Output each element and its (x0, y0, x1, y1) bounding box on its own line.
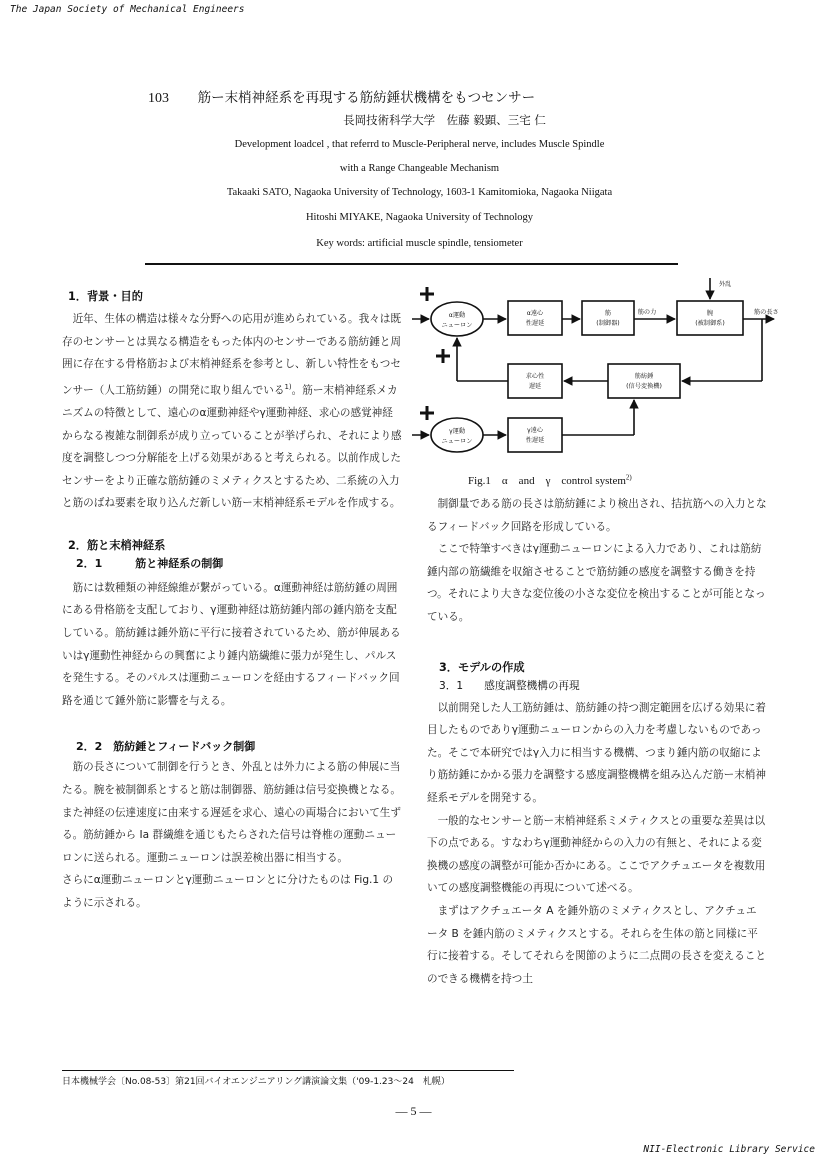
alpha-delay-label-2: 性遅延 (525, 320, 545, 327)
section-3-1-heading: 3．1 感度調整機構の再現 (439, 679, 580, 692)
left-column (62, 288, 402, 915)
section-3-heading: 3．モデルの作成 (439, 660, 525, 674)
gamma-delay-label-2: 性遅延 (525, 437, 545, 444)
proceedings-footer: 日本機械学会〔No.08-53〕第21回バイオエンジニアリング講演論文集（'09-1.23〜24 札幌） (62, 1077, 450, 1087)
spindle-box (608, 364, 680, 398)
citation-1: 1) (284, 382, 292, 391)
gamma-neuron-label-1: γ運動 (448, 428, 466, 435)
gamma-delay-box (508, 418, 562, 452)
muscle-box (582, 301, 634, 335)
alpha-neuron-label-2: ニューロン (441, 322, 473, 329)
fig1-block-diagram (412, 276, 782, 472)
page-number: — 5 — (395, 1104, 432, 1118)
muscle-force-label: 筋の力 (637, 309, 657, 316)
section-2-1-heading: 2．1 筋と神経系の制御 (76, 556, 224, 570)
keywords: Key words: artificial muscle spindle, tensiometer (316, 238, 523, 249)
section-1-heading: 1．背景・目的 (68, 290, 143, 303)
fig1-caption: Fig.1 α and γ control system$^{2)}$ (468, 473, 632, 487)
alpha-neuron-node (431, 302, 483, 336)
alpha-neuron-label-1: α運動 (448, 312, 466, 319)
paper-number: 103 (148, 91, 169, 106)
muscle-label-1: 筋 (604, 310, 612, 317)
section-1-body: 近年、生体の構造は様々な分野への応用が進められている。我々は既存のセンサーとは異なる構造をもった体内のセンサーである筋紡錘と周囲に存在する骨格筋および末梢神経系を参考とし、新しい特性をもつセンサー（人工筋紡錘）の開発に取り組んでいる$^{1)}$。筋ー末梢神経系メカニズムの特徴として、遠心のα運動神経やγ運動神経、求心の感覚神経からなる複雑な制御系が成り立っていることが挙げられ、それにより感度を調整しつつ分解能を上げる効果があると考えられる。以前作成したセンサーをより正確な筋紡錘のミメティクスとするため、二系統の入力と筋のばね要素を取り込んだ新しい筋ー末梢神経系モデルを作成する。 (62, 313, 402, 510)
spindle-label-2: (信号変換機) (626, 383, 662, 390)
afferent-label-1: 求心性 (525, 373, 545, 380)
arm-box (677, 301, 743, 335)
right-intro: 制御量である筋の長さは筋紡錘により検出され、拮抗筋への入力となるフィードバック回路を形成している。 ここで特筆すべきはγ運動ニューロンによる入力であり、これは筋紡錘内部の筋繊維を収縮させることで筋紡錘の感度を調整する働きを持つ。それにより大きな変位後の小さな変位を検出することが可能となっている。 (427, 498, 767, 623)
section-3-1-body: 以前開発した人工筋紡錘は、筋紡錘の持つ測定範囲を広げる効果に着目したものでありγ運動ニューロンからの入力を考慮しないものであった。そこで本研究ではγ入力に相当する機構、つまり錘内筋の収縮により筋紡錘にかかる張力を調整する感度調整機構を組み込んだ筋ー末梢神経系モデルを開発する。 一般的なセンサーと筋ー末梢神経系ミメティクスとの重要な差異は以下の点である。すなわちγ運動神経からの入力の有無と、それによる変換機の感度の調整が可能か否かにある。ここでアクチュエータを複数用いての感度調整機能の再現について述べる。 まずはアクチュエータ A を錘外筋のミメティクスとし、アクチュエータ B を錘内筋のミメティクスとする。それらを生体の筋と同様に平行に接着する。そしてそれらを関節のように二点間の長さを変えることのできる機構を持つ土 (427, 701, 766, 985)
gamma-delay-label-1: γ遠心 (526, 427, 544, 434)
footer-rule (62, 1070, 514, 1071)
section-2-heading: 2．筋と末梢神経系 (68, 538, 166, 552)
section-2-2-body: 筋の長さについて制御を行うとき、外乱とは外力による筋の伸展に当たる。腕を被制御系とすると筋は制御器、筋紡錘は信号変換機となる。また神経の伝達速度に由来する遅延を求心、遠心の両場合において生ずる。筋紡錘から Ia 群繊維を通じもたらされた信号は脊椎の運動ニューロンに送られる。運動ニューロンは誤差検出器に相当する。 さらにα運動ニューロンとγ運動ニューロンとに分けたものは Fig.1 のように示される。 (62, 761, 401, 909)
afferent-delay-box (508, 364, 562, 398)
plus-signs (420, 287, 450, 420)
alpha-delay-label-1: α遠心 (526, 310, 544, 317)
author-line2: Hitoshi MIYAKE, Nagaoka University of Technology (305, 212, 534, 223)
section-2-1-body: 筋には数種類の神経線維が繋がっている。α運動神経は筋紡錘の周囲にある骨格筋を支配しており、γ運動神経は筋紡錘内部の錘内筋を支配している。筋紡錘は錘外筋に平行に接着されているため、筋が伸展あるいはγ運動性神経からの興奮により錘内筋繊維に張力が発生し、パルスを発生する。そのパルスは運動ニューロンを経由するフィードバック回路を通じて錘外筋に影響を与える。 (62, 581, 401, 707)
title-rule (145, 263, 678, 265)
affiliation-jp: 長岡技術科学大学 佐藤 毅顕、三宅 仁 (343, 113, 546, 127)
paper-title-jp: 筋ー末梢神経系を再現する筋紡錘状機構をもつセンサー (197, 90, 536, 106)
right-column (427, 493, 767, 990)
title-en-line1: Development loadcel , that referrd to Muscle-Peripheral nerve, includes Muscle Spindle (234, 139, 605, 150)
spindle-label-1: 筋紡錘 (634, 373, 654, 380)
section-2-2-heading: 2．2 筋紡錘とフィードバック制御 (76, 740, 256, 754)
gamma-neuron-node (431, 418, 483, 452)
gamma-neuron-label-2: ニューロン (441, 438, 473, 445)
afferent-label-2: 遅延 (528, 383, 542, 390)
title-en-line2: with a Range Changeable Mechanism (339, 163, 500, 174)
muscle-label-2: (制御器) (596, 320, 620, 327)
society-header: The Japan Society of Mechanical Engineers (10, 4, 245, 15)
arm-label-1: 腕 (706, 310, 714, 317)
nii-service: NII-Electronic Library Service (643, 1144, 815, 1155)
muscle-length-label: 筋の長さ (754, 309, 779, 316)
author-line1: Takaaki SATO, Nagaoka University of Technology, 1603-1 Kamitomioka, Nagaoka Niigata (226, 187, 613, 198)
paper-title (148, 86, 535, 107)
alpha-delay-box (508, 301, 562, 335)
disturbance-label: 外乱 (719, 281, 732, 288)
arm-label-2: (被制御系) (695, 320, 725, 327)
